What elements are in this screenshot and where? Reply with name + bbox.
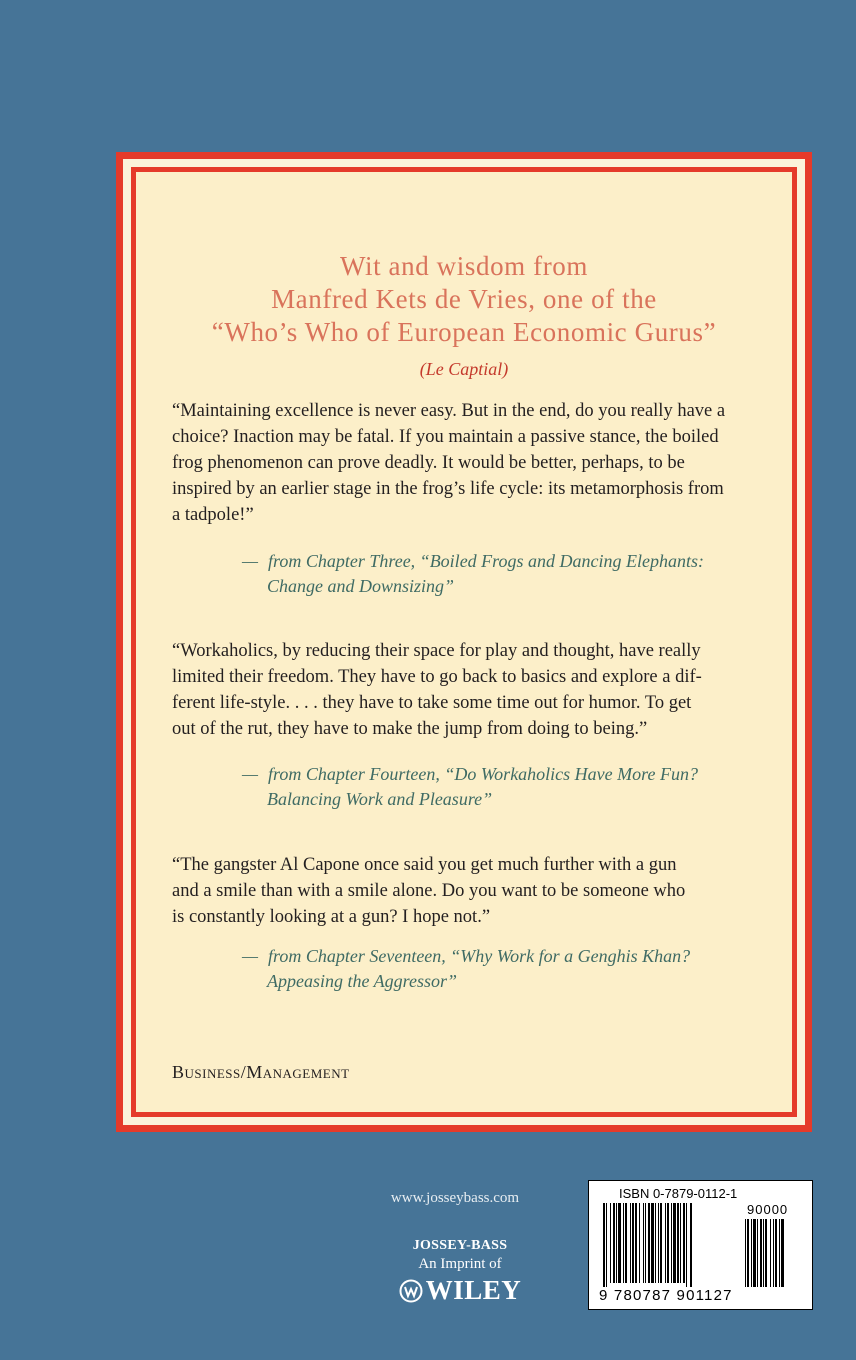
barcode-bar [630,1203,631,1283]
quote-1-attribution [242,549,762,599]
quote-3-attribution [242,944,762,994]
barcode-addon-bar [773,1219,774,1287]
barcode-addon-bar [779,1219,780,1287]
barcode-addon-bar [770,1219,771,1287]
quote-line: out of the rut, they have to make the jump from doing to being.” [172,719,648,739]
quote-line: “Workaholics, by reducing their space for play and thought, have really [172,641,701,661]
headline [136,250,792,349]
barcode-addon-bar [753,1219,756,1287]
panel-content [136,172,792,1112]
attribution-dash: — [242,551,259,571]
publisher-name: JOSSEY-BASS [412,1238,508,1253]
wiley-logo [380,1275,540,1306]
attribution-line [242,762,762,787]
barcode-addon-bar [760,1219,762,1287]
barcode-bar [680,1203,681,1283]
barcode-addon-bar [781,1219,784,1287]
barcode-bar [643,1203,644,1283]
quote-line: is constantly looking at a gun? I hope not.” [172,907,491,927]
wiley-logo-icon [399,1279,423,1303]
quote-line: and a smile than with a smile alone. Do you want to be someone who [172,881,686,901]
barcode-bar [673,1203,676,1283]
attribution-dash: — [242,764,259,784]
barcode-bar [667,1203,669,1283]
attribution-text: from Chapter Three, “Boiled Frogs and Dancing Elephants: [268,551,704,571]
barcode-ean-digits: 9 780787 901127 [599,1287,733,1304]
publisher-block [380,1238,540,1306]
wiley-wordmark: WILEY [425,1275,522,1305]
category-label: Business/Management [172,1062,350,1082]
barcode-addon-bar [751,1219,752,1287]
headline-line: Manfred Kets de Vries, one of the [271,284,657,314]
barcode-bar [648,1203,650,1283]
publisher-url: www.josseybass.com [390,1190,520,1206]
barcode-bar [683,1203,685,1283]
barcode-bar [603,1203,605,1287]
barcode-bar [658,1203,659,1283]
quote-line: a tadpole!” [172,505,254,525]
barcode-bar [625,1203,627,1283]
barcode-addon-bar [747,1219,749,1287]
barcode-bar [660,1203,662,1283]
quote-3 [172,852,762,930]
barcode-bar [610,1203,611,1283]
barcode-bar [639,1203,640,1283]
barcode-addon-bar [765,1219,767,1287]
headline-line: “Who’s Who of European Economic Gurus” [211,317,717,347]
barcode-addon-digits: 90000 [747,1202,789,1217]
barcode-bar [632,1203,634,1283]
isbn-label: ISBN 0-7879-0112-1 [619,1186,738,1201]
quote-panel [116,152,812,1132]
quote-line: “Maintaining excellence is never easy. But in the end, do you really have a [172,401,726,421]
attribution-line [242,549,762,574]
barcode-bar [665,1203,666,1283]
quote-line: limited their freedom. They have to go back to basics and explore a dif- [172,667,702,687]
barcode-bar [616,1203,617,1283]
quote-line: frog phenomenon can prove deadly. It would be better, perhaps, to be [172,453,685,473]
quote-line: “The gangster Al Capone once said you get much further with a gun [172,855,677,875]
barcode [588,1180,813,1310]
headline-line: Wit and wisdom from [339,251,589,281]
attribution-line: Appeasing the Aggressor” [267,971,458,991]
headline-source: (Le Captial) [419,359,509,379]
attribution-line [242,944,762,969]
barcode-bar [677,1203,679,1283]
barcode-bar [686,1203,687,1287]
barcode-bar [645,1203,646,1283]
barcode-bar [651,1203,654,1283]
quote-line: ferent life-style. . . . they have to take some time out for humor. To get [172,693,692,713]
quote-1 [172,398,762,528]
barcode-bar [606,1203,607,1287]
barcode-bar [655,1203,656,1283]
attribution-line: Change and Downsizing” [267,576,455,596]
barcode-bar [671,1203,672,1283]
quote-line: inspired by an earlier stage in the frog’s life cycle: its metamorphosis from [172,479,724,499]
barcode-addon-bar [757,1219,758,1287]
barcode-bar [618,1203,621,1283]
quote-2 [172,638,762,742]
quote-2-attribution [242,762,762,812]
quote-line: choice? Inaction may be fatal. If you maintain a passive stance, the boiled [172,427,719,447]
publisher-imprint: An Imprint of [418,1256,502,1272]
barcode-addon-bar [745,1219,746,1287]
attribution-dash: — [242,946,259,966]
barcode-addon-bar [775,1219,777,1287]
attribution-text: from Chapter Seventeen, “Why Work for a Genghis Khan? [268,946,691,966]
barcode-bar [623,1203,624,1283]
barcode-addon-bar [763,1219,764,1287]
barcode-bar [635,1203,637,1283]
attribution-line: Balancing Work and Pleasure” [267,789,493,809]
barcode-bar [690,1203,692,1287]
barcode-bar [613,1203,615,1283]
attribution-text: from Chapter Fourteen, “Do Workaholics Have More Fun? [268,764,698,784]
